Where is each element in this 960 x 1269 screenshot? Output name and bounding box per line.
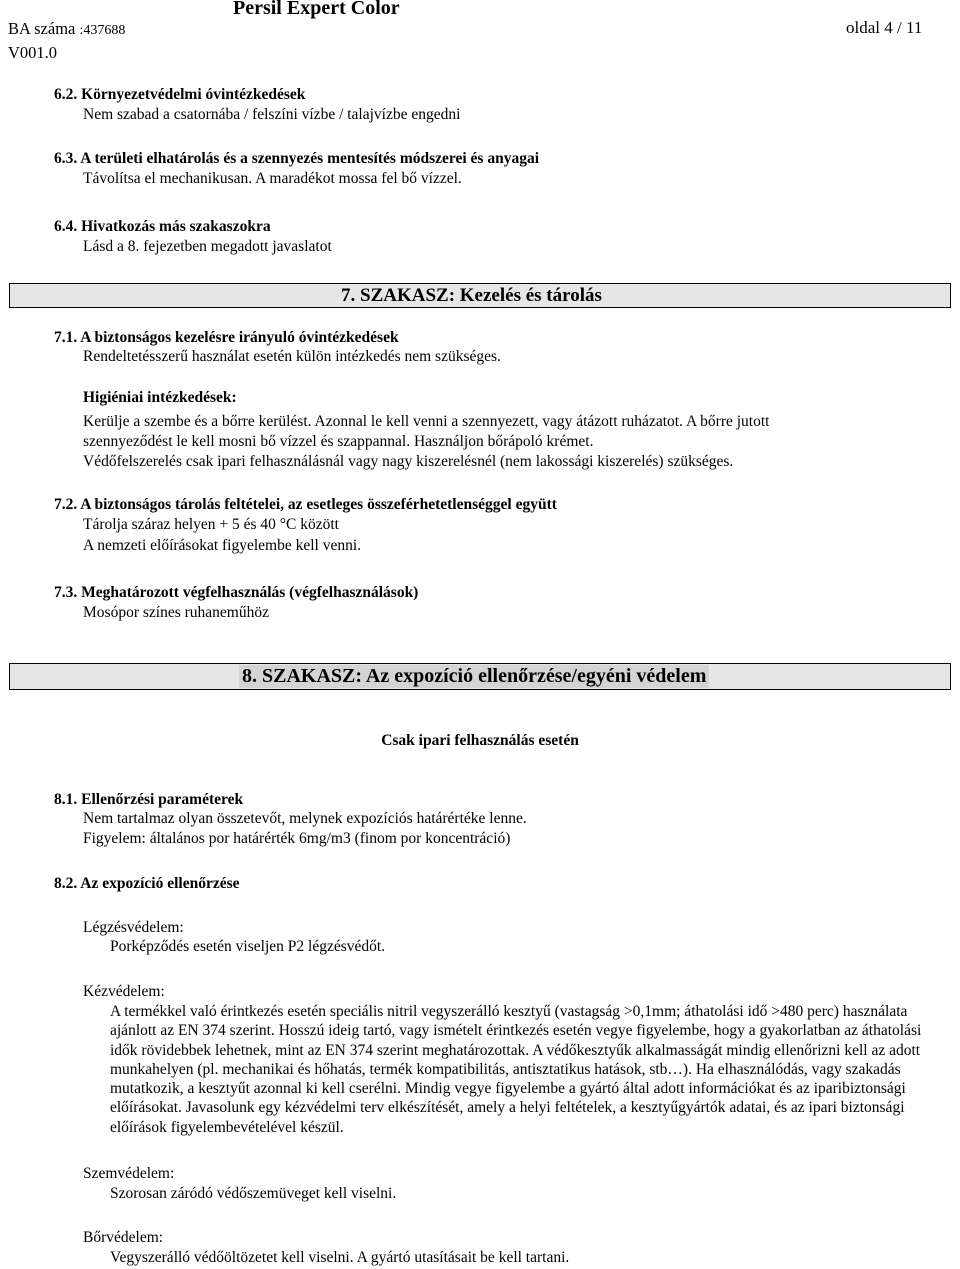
section-6-2-heading: 6.2. Környezetvédelmi óvintézkedések bbox=[54, 86, 306, 103]
section-6-2-text: Nem szabad a csatornába / felszíni vízbe / talajvízbe engedni bbox=[83, 106, 461, 123]
section-6-4-text: Lásd a 8. fejezetben megadott javaslatot bbox=[83, 238, 332, 255]
ba-label: BA száma bbox=[8, 19, 76, 38]
section-6-4-heading: 6.4. Hivatkozás más szakaszokra bbox=[54, 218, 271, 235]
section-7-3-heading: 7.3. Meghatározott végfelhasználás (végfelhasználások) bbox=[54, 584, 419, 601]
respiratory-label: Légzésvédelem: bbox=[83, 919, 184, 936]
hygiene-line-2: szennyeződést le kell mosni bő vízzel és szappannal. Használjon bőrápoló krémet. bbox=[83, 433, 594, 450]
section-8-1-heading: 8.1. Ellenőrzési paraméterek bbox=[54, 791, 244, 808]
eye-protection-label: Szemvédelem: bbox=[83, 1165, 175, 1182]
ba-number: :437688 bbox=[79, 23, 126, 38]
hand-protection-label: Kézvédelem: bbox=[83, 983, 165, 1000]
hygiene-line-1: Kerülje a szembe és a bőrre kerülést. Azonnal le kell venni a szennyezett, vagy átázott ruházatot. A bőrre jutott bbox=[83, 413, 770, 430]
section-7-1-heading: 7.1. A biztonságos kezelésre irányuló óvintézkedések bbox=[54, 329, 399, 346]
skin-protection-label: Bőrvédelem: bbox=[83, 1229, 164, 1246]
section-7-2-line-2: A nemzeti előírásokat figyelembe kell venni. bbox=[83, 537, 362, 554]
page-indicator: oldal 4 / 11 bbox=[846, 18, 923, 37]
product-title: Persil Expert Color bbox=[233, 0, 400, 19]
section-7-2-line-1: Tárolja száraz helyen + 5 és 40 °C között bbox=[83, 516, 339, 533]
eye-protection-text: Szorosan záródó védőszemüveget kell viselni. bbox=[110, 1185, 397, 1202]
section-7-title: 7. SZAKASZ: Kezelés és tárolás bbox=[341, 285, 602, 306]
section-7-2-heading: 7.2. A biztonságos tárolás feltételei, az esetleges összeférhetetlenséggel együtt bbox=[54, 496, 557, 513]
skin-protection-text: Vegyszerálló védőöltözetet kell viselni. A gyártó utasításait be kell tartani. bbox=[110, 1249, 570, 1266]
section-8-1-line-1: Nem tartalmaz olyan összetevőt, melynek expozíciós határértéke lenne. bbox=[83, 810, 527, 827]
version-label: V001.0 bbox=[8, 43, 58, 62]
section-6-3-text: Távolítsa el mechanikusan. A maradékot mossa fel bő vízzel. bbox=[83, 170, 462, 187]
section-8-2-heading: 8.2. Az expozíció ellenőrzése bbox=[54, 875, 240, 892]
section-8-title-bar bbox=[9, 663, 951, 690]
hygiene-heading: Higiéniai intézkedések: bbox=[83, 389, 237, 406]
section-7-3-text: Mosópor színes ruhaneműhöz bbox=[83, 604, 269, 621]
section-7-1-text: Rendeltetésszerű használat esetén külön intézkedés nem szükséges. bbox=[83, 348, 501, 365]
section-6-3-heading: 6.3. A területi elhatárolás és a szennyezés mentesítés módszerei és anyagai bbox=[54, 150, 540, 167]
header-left bbox=[8, 18, 125, 64]
section-8-1-line-2: Figyelem: általános por határérték 6mg/m3 (finom por koncentráció) bbox=[83, 830, 511, 847]
section-7-title-bar bbox=[9, 283, 951, 308]
hygiene-line-3: Védőfelszerelés csak ipari felhasználásnál vagy nagy kiszerelésnél (nem lakossági kiszerelés) szükséges. bbox=[83, 453, 734, 470]
section-8-title: 8. SZAKASZ: Az expozíció ellenőrzése/egyéni védelem bbox=[239, 665, 709, 688]
industrial-only-note: Csak ipari felhasználás esetén bbox=[381, 732, 579, 749]
respiratory-text: Porképződés esetén viseljen P2 légzésvédőt. bbox=[110, 938, 386, 955]
hand-protection-text: A termékkel való érintkezés esetén speciális nitril vegyszerálló kesztyű (vastagság >0,1mm; áthatolási idő >480 perc) használata ajánlott az EN 374 szerint. Hosszú ideig tartó, vagy ismételt érintkezés esetén vegye figyelembe, hogy a gyakorlatban az áthatolási idők rövidebbek lehetnek, mint az EN 374 szerint meghatározottak. A védőkesztyűk alkalmasságát mindig ellenőrizni kell az adott munkahelyen (pl. mechanikai és hőhatás, termék kompatibilitás, antisztatikus hatások, stb…). Ha elhasználódás, vagy szakadás mutatkozik, a kesztyűt azonnal ki kell cserélni. Mindig vegye figyelembe a gyártó által adott információkat és az iparibiztonsági előírásokat. Javasolunk egy kézvédelmi terv elkészítését, amely a helyi feltételek, a kesztyűgyártók adatai, és az ipari biztonsági előírások figyelembevételével készül. bbox=[110, 1003, 922, 1136]
